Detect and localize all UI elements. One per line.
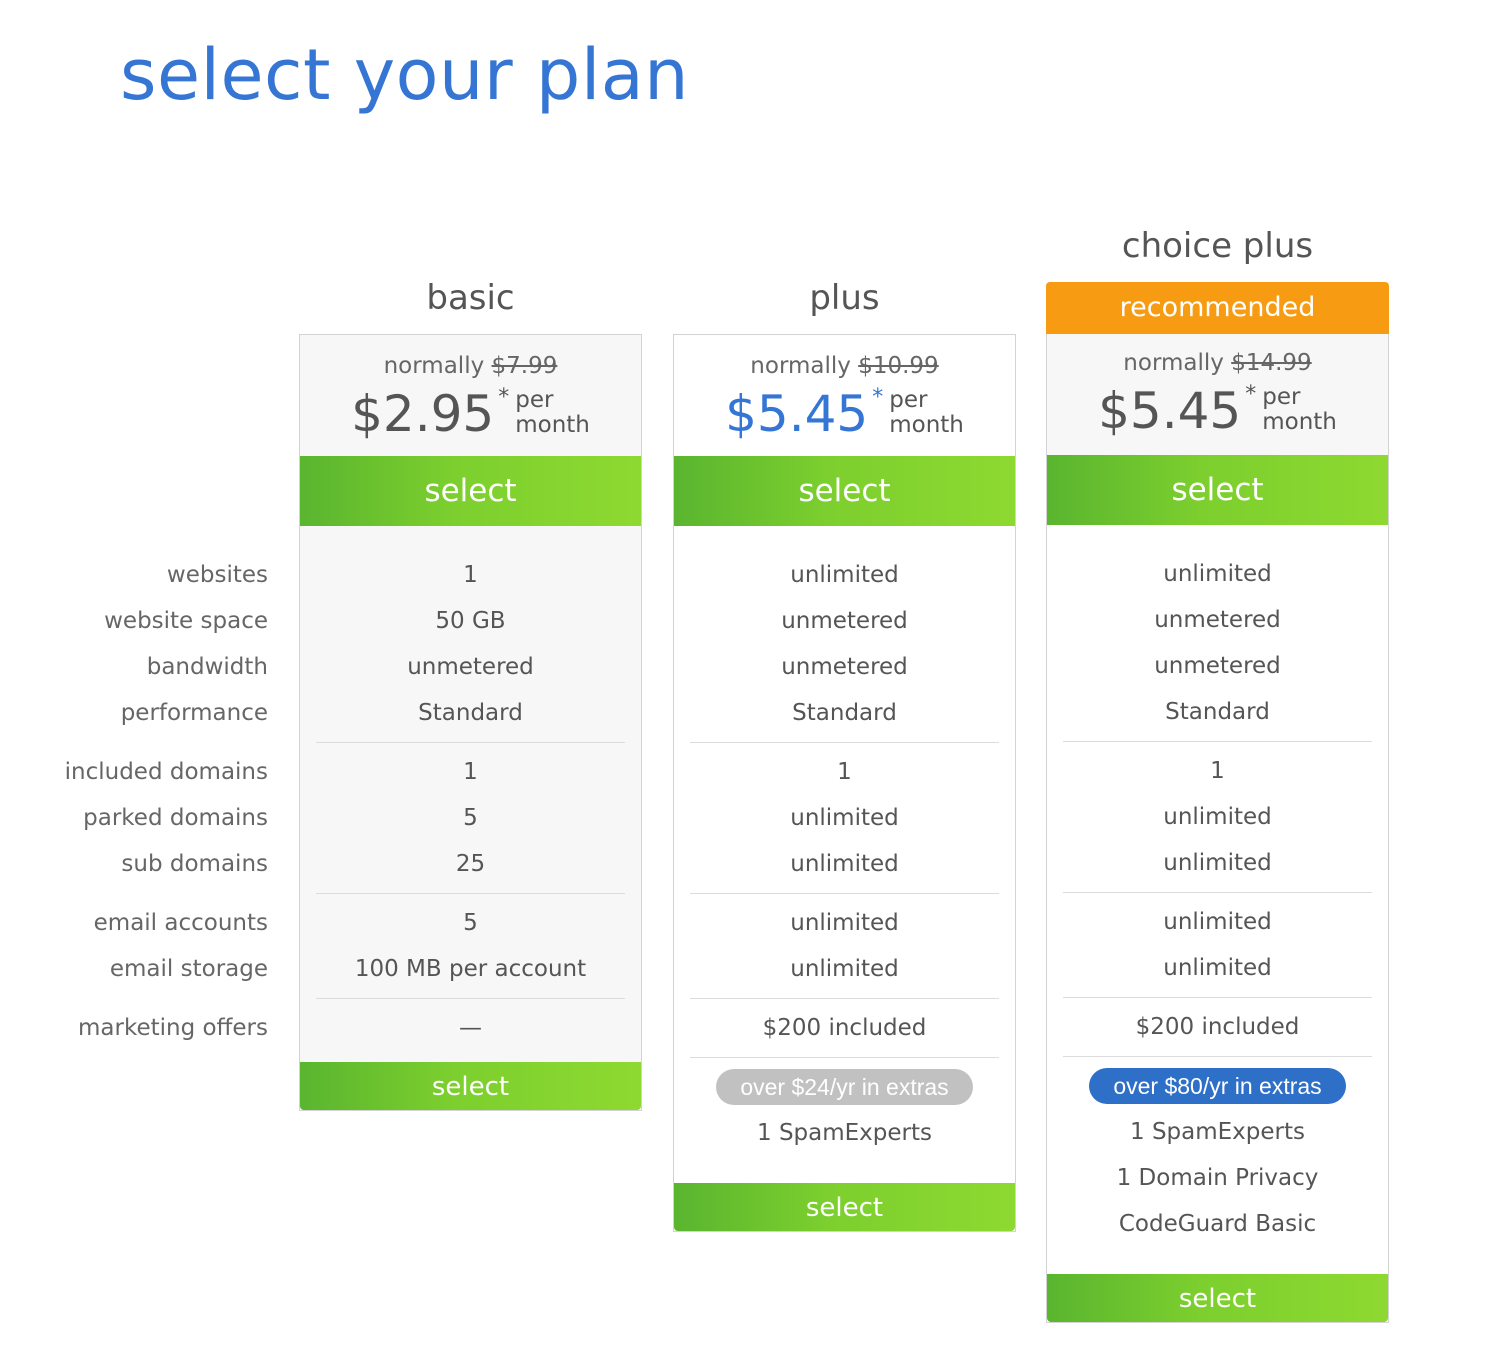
label-included-domains: included domains bbox=[64, 759, 268, 785]
extra-item: 1 SpamExperts bbox=[757, 1120, 932, 1146]
feature-websites: 1 bbox=[463, 562, 478, 588]
feature-website-space: unmetered bbox=[1154, 607, 1281, 633]
select-button-plus[interactable]: select bbox=[674, 456, 1015, 526]
feature-performance: Standard bbox=[792, 700, 897, 726]
plan-name-choice-plus: choice plus bbox=[1121, 226, 1314, 266]
extra-item: 1 SpamExperts bbox=[1130, 1119, 1305, 1145]
price-asterisk: * bbox=[872, 385, 884, 410]
divider bbox=[1063, 892, 1372, 893]
feature-sub-domains: unlimited bbox=[790, 851, 899, 877]
price bbox=[1047, 382, 1388, 440]
divider bbox=[1063, 997, 1372, 998]
per-label: per bbox=[889, 387, 928, 413]
price-area bbox=[1047, 334, 1388, 455]
normally-label: normally bbox=[750, 353, 851, 379]
select-button-basic[interactable]: select bbox=[300, 456, 641, 526]
plan-name-basic: basic bbox=[426, 278, 515, 318]
month-label: month bbox=[1262, 409, 1337, 435]
feature-marketing-offers: $200 included bbox=[1135, 1014, 1300, 1040]
label-bandwidth: bandwidth bbox=[146, 654, 268, 680]
feature-labels bbox=[0, 552, 268, 1051]
feature-performance: Standard bbox=[1165, 699, 1270, 725]
per-label: per bbox=[1262, 384, 1301, 410]
divider bbox=[690, 1057, 999, 1058]
price-amount: $5.45 bbox=[725, 385, 869, 443]
price-asterisk: * bbox=[498, 385, 510, 410]
price-amount: $2.95 bbox=[351, 385, 495, 443]
feature-parked-domains: unlimited bbox=[790, 805, 899, 831]
select-button-choice-plus[interactable]: select bbox=[1047, 455, 1388, 525]
feature-list bbox=[674, 526, 1015, 1164]
label-sub-domains: sub domains bbox=[121, 851, 268, 877]
price-area bbox=[674, 335, 1015, 456]
feature-websites: unlimited bbox=[1163, 561, 1272, 587]
extras-badge: over $24/yr in extras bbox=[716, 1069, 972, 1105]
feature-website-space: 50 GB bbox=[435, 608, 506, 634]
page-title: select your plan bbox=[120, 34, 690, 116]
price-asterisk: * bbox=[1245, 382, 1257, 407]
normal-price bbox=[300, 353, 641, 379]
extra-item: CodeGuard Basic bbox=[1118, 1211, 1317, 1237]
feature-website-space: unmetered bbox=[781, 608, 908, 634]
normal-price bbox=[1047, 350, 1388, 376]
price-period bbox=[889, 388, 964, 438]
price-period bbox=[1262, 385, 1337, 435]
feature-bandwidth: unmetered bbox=[781, 654, 908, 680]
feature-sub-domains: 25 bbox=[455, 851, 486, 877]
divider bbox=[690, 893, 999, 894]
extras-badge-row bbox=[674, 1064, 1015, 1110]
old-price: $14.99 bbox=[1231, 350, 1312, 376]
feature-included-domains: 1 bbox=[837, 759, 852, 785]
feature-list bbox=[300, 526, 641, 1059]
feature-sub-domains: unlimited bbox=[1163, 850, 1272, 876]
divider bbox=[690, 742, 999, 743]
label-parked-domains: parked domains bbox=[83, 805, 268, 831]
per-label: per bbox=[515, 387, 554, 413]
feature-parked-domains: unlimited bbox=[1163, 804, 1272, 830]
label-email-storage: email storage bbox=[109, 956, 268, 982]
plan-card-basic bbox=[299, 334, 642, 1111]
feature-email-accounts: 5 bbox=[463, 910, 478, 936]
price-area bbox=[300, 335, 641, 456]
feature-email-accounts: unlimited bbox=[790, 910, 899, 936]
feature-included-domains: 1 bbox=[463, 759, 478, 785]
feature-marketing-offers: $200 included bbox=[762, 1015, 927, 1041]
price bbox=[300, 385, 641, 443]
normally-label: normally bbox=[383, 353, 485, 379]
feature-list bbox=[1047, 525, 1388, 1255]
feature-email-accounts: unlimited bbox=[1163, 909, 1272, 935]
price-period bbox=[515, 388, 590, 438]
label-marketing-offers: marketing offers bbox=[77, 1015, 268, 1041]
divider bbox=[690, 998, 999, 999]
price bbox=[674, 385, 1015, 443]
old-price: $10.99 bbox=[858, 353, 939, 379]
plan-card-plus bbox=[673, 334, 1016, 1232]
normal-price bbox=[674, 353, 1015, 379]
normally-label: normally bbox=[1123, 350, 1224, 376]
feature-marketing-offers: — bbox=[459, 1015, 482, 1041]
old-price: $7.99 bbox=[491, 353, 558, 379]
bottom-select-button-basic[interactable]: select bbox=[300, 1062, 641, 1110]
plan-card-choice-plus bbox=[1046, 334, 1389, 1323]
feature-bandwidth: unmetered bbox=[407, 654, 534, 680]
feature-email-storage: unlimited bbox=[790, 956, 899, 982]
divider bbox=[316, 742, 625, 743]
feature-bandwidth: unmetered bbox=[1154, 653, 1281, 679]
recommended-badge: recommended bbox=[1046, 282, 1389, 334]
label-website-space: website space bbox=[104, 608, 268, 634]
label-performance: performance bbox=[120, 700, 268, 726]
month-label: month bbox=[889, 412, 964, 438]
divider bbox=[1063, 1056, 1372, 1057]
feature-parked-domains: 5 bbox=[463, 805, 478, 831]
bottom-select-button-choice-plus[interactable]: select bbox=[1047, 1274, 1388, 1322]
divider bbox=[316, 893, 625, 894]
plan-name-plus: plus bbox=[809, 278, 880, 318]
extras-badge: over $80/yr in extras bbox=[1089, 1068, 1345, 1104]
feature-websites: unlimited bbox=[790, 562, 899, 588]
month-label: month bbox=[515, 412, 590, 438]
divider bbox=[316, 998, 625, 999]
divider bbox=[1063, 741, 1372, 742]
price-amount: $5.45 bbox=[1098, 382, 1242, 440]
label-websites: websites bbox=[166, 562, 268, 588]
bottom-select-button-plus[interactable]: select bbox=[674, 1183, 1015, 1231]
extras-badge-row bbox=[1047, 1063, 1388, 1109]
feature-email-storage: unlimited bbox=[1163, 955, 1272, 981]
extra-item: 1 Domain Privacy bbox=[1116, 1165, 1319, 1191]
label-email-accounts: email accounts bbox=[93, 910, 268, 936]
feature-performance: Standard bbox=[418, 700, 523, 726]
feature-included-domains: 1 bbox=[1210, 758, 1225, 784]
feature-email-storage: 100 MB per account bbox=[354, 956, 587, 982]
